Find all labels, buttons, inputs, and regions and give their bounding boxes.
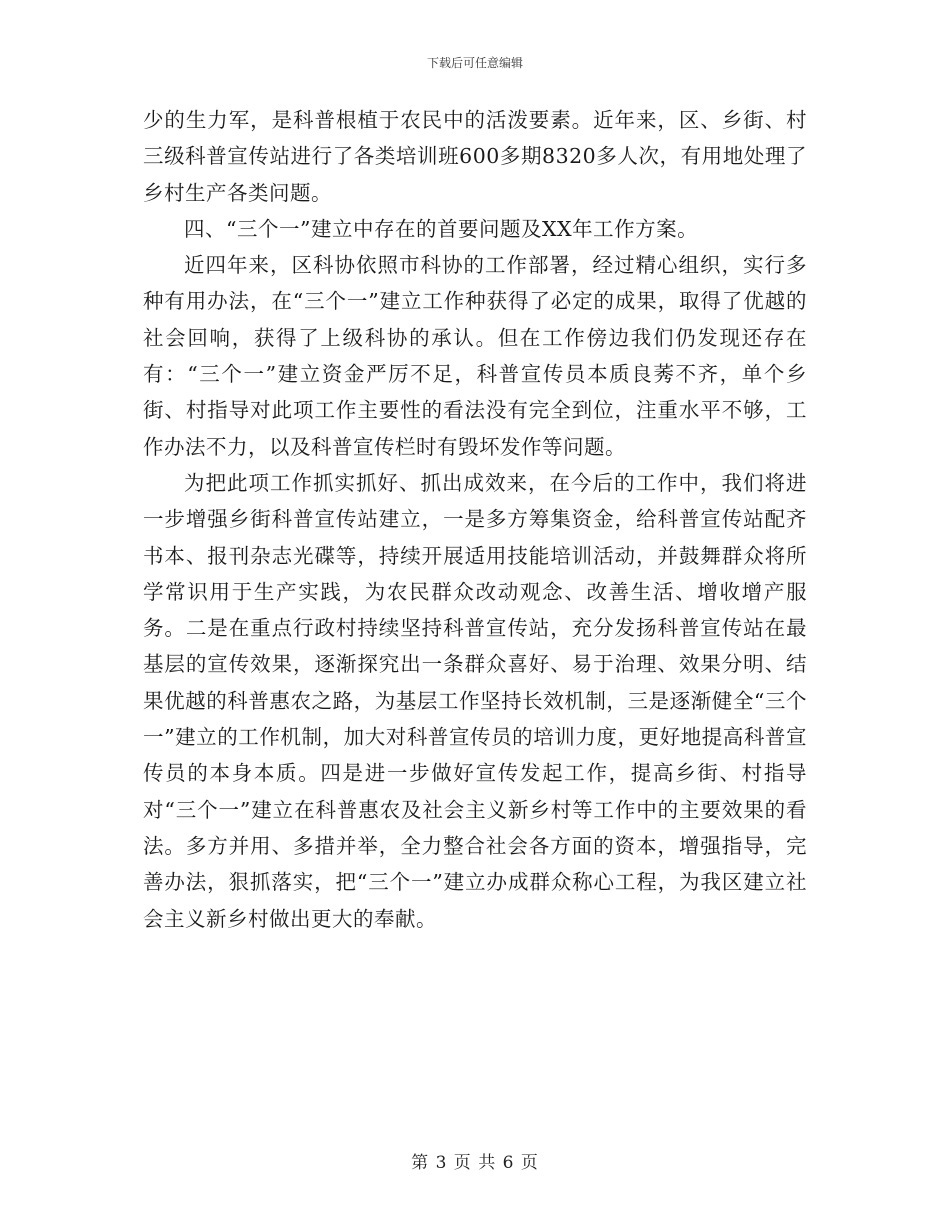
section-heading: 四、“三个一”建立中存在的首要问题及XX年工作方案。 — [184, 216, 699, 241]
paragraph-problems: 近四年来，区科协依照市科协的工作部署，经过精心组织，实行多种有用办法，在“三个一”建立工作种获得了必定的成果，取得了优越的社会回响，获得了上级科协的承认。但在工作傍边我们仍发现还存在有：“三个一”建立资金严厉不足，科普宣传员本质良莠不齐，单个乡街、村指导对此项工作主要性的看法没有完全到位，注重水平不够，工作办法不力，以及科普宣传栏时有毁坏发作等问题。 — [143, 253, 807, 459]
paragraph-continuation: 少的生力军，是科普根植于农民中的活泼要素。近年来，区、乡街、村三级科普宣传站进行了各类培训班600多期8320多人次，有用地处理了乡村生产各类问题。 — [143, 108, 807, 205]
page-header-note: 下载后可任意编辑 — [426, 56, 523, 70]
paragraph-plan: 为把此项工作抓实抓好、抓出成效来，在今后的工作中，我们将进一步增强乡街科普宣传站建立，一是多方筹集资金，给科普宣传站配齐书本、报刊杂志光碟等，持续开展适用技能培训活动，并鼓舞群众将所学常识用于生产实践，为农民群众改动观念、改善生活、增收增产服务。二是在重点行政村持续坚持科普宣传站，充分发扬科普宣传站在最基层的宣传效果，逐渐探究出一条群众喜好、易于治理、效果分明、结果优越的科普惠农之路，为基层工作坚持长效机制，三是逐渐健全“三个一”建立的工作机制，加大对科普宣传员的培训力度，更好地提高科普宣传员的本身本质。四是进一步做好宣传发起工作，提高乡街、村指导对“三个一”建立在科普惠农及社会主义新乡村等工作中的主要效果的看法。多方并用、多措并举，全力整合社会各方面的资本，增强指导，完善办法，狠抓落实，把“三个一”建立办成群众称心工程，为我区建立社会主义新乡村做出更大的奉献。 — [143, 470, 807, 931]
page-number-footer: 第 3 页 共 6 页 — [411, 1153, 539, 1173]
document-body — [143, 102, 807, 937]
